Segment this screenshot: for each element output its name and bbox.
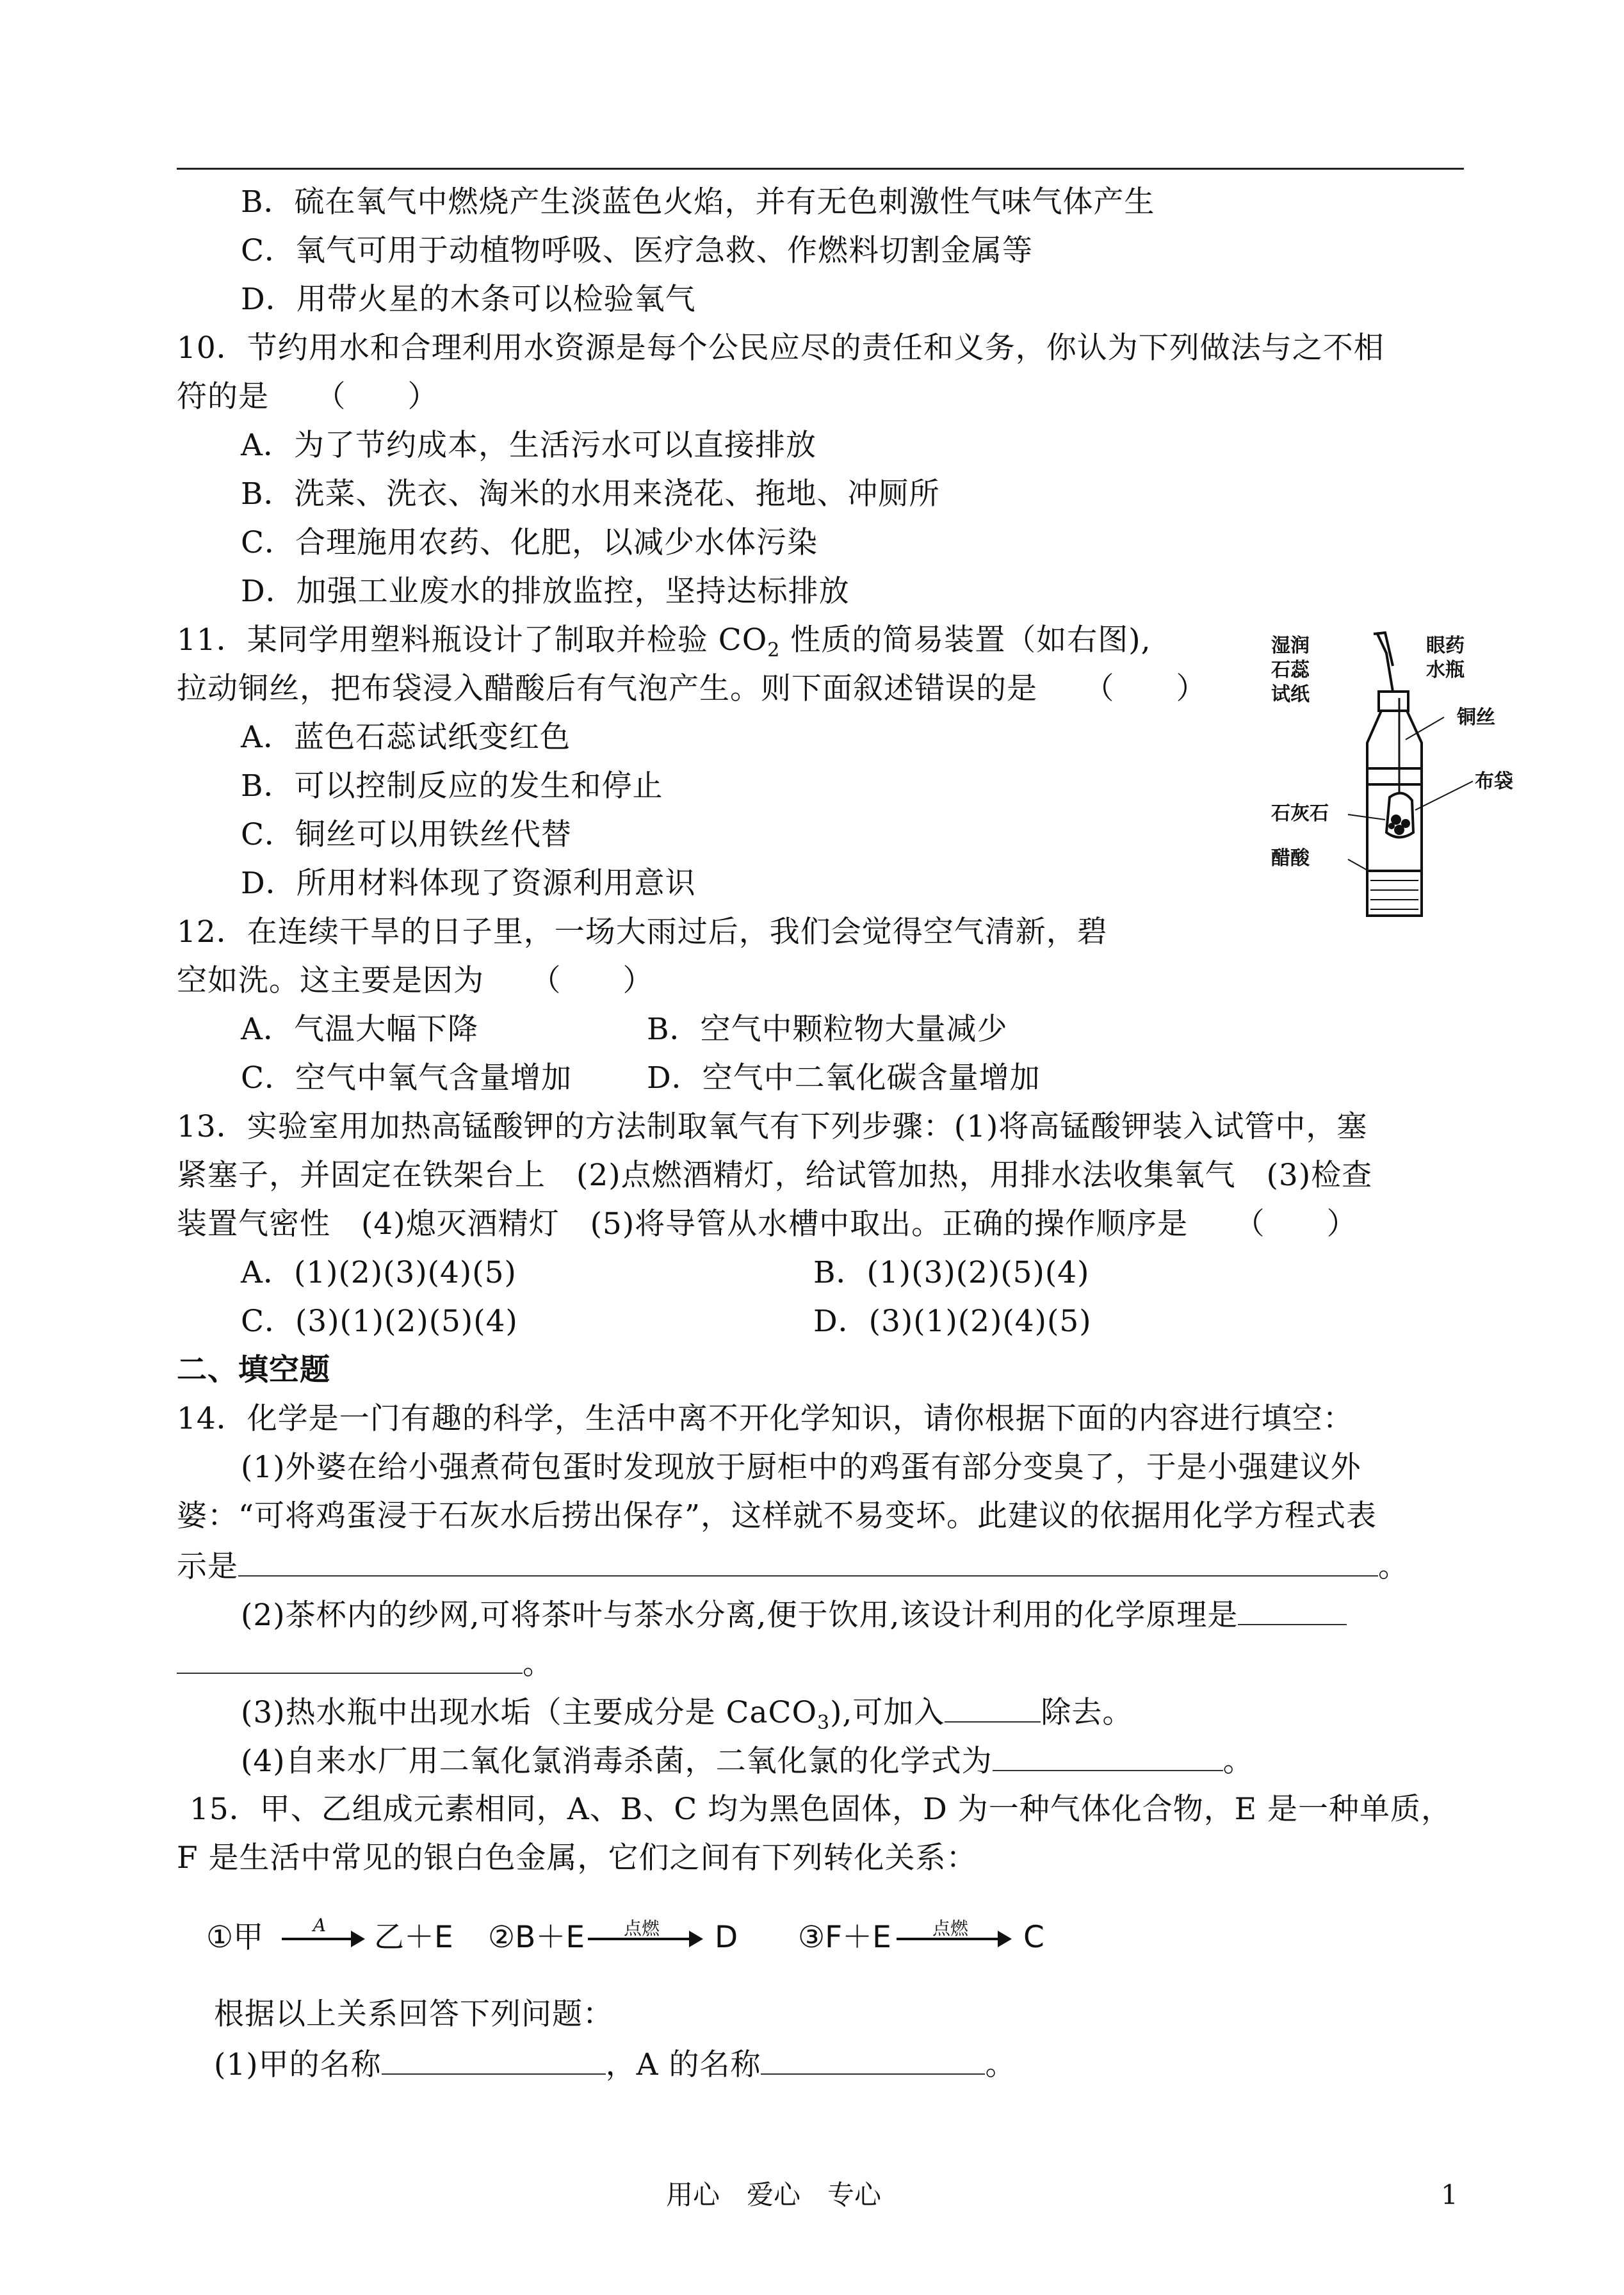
q14-part1-line1: (1)外婆在给小强煮荷包蛋时发现放于厨柜中的鸡蛋有部分变臭了，于是小强建议外 — [241, 1450, 1361, 1485]
test-paper-strip — [1377, 633, 1393, 692]
reaction3-condition: 点燃 — [932, 1918, 968, 1939]
answer-blank[interactable] — [761, 2044, 985, 2075]
answer-blank[interactable] — [382, 2044, 606, 2075]
q9-option-c: C．氧气可用于动植物呼吸、医疗急救、作燃料切割金属等 — [241, 233, 1033, 268]
answer-blank[interactable] — [238, 1546, 1378, 1577]
reaction2-condition: 点燃 — [623, 1918, 660, 1939]
q15-line2: F 是生活中常见的银白色金属，它们之间有下列转化关系： — [177, 1840, 977, 1876]
q15-sub1: (1)甲的名称 ，A 的名称 。 — [214, 2044, 1016, 2084]
q13-line1: 13．实验室用加热高锰酸钾的方法制取氧气有下列步骤：(1)将高锰酸钾装入试管中，塞 — [177, 1109, 1368, 1144]
reaction3-arrow — [897, 1918, 1012, 1957]
q10-stem-line1: 10．节约用水和合理利用水资源是每个公民应尽的责任和义务，你认为下列做法与之不相 — [177, 330, 1384, 366]
q13-option-c: C．(3)(1)(2)(5)(4) — [241, 1304, 518, 1339]
q11-option-d: D．所用材料体现了资源利用意识 — [241, 866, 696, 901]
q11-option-b: B．可以控制反应的发生和停止 — [241, 768, 663, 804]
answer-blank[interactable] — [177, 1643, 523, 1674]
q15-line1: 15．甲、乙组成元素相同，A、B、C 均为黑色固体，D 为一种气体化合物，E 是一种单质， — [190, 1792, 1452, 1827]
q12-stem-line1: 12．在连续干旱的日子里，一场大雨过后，我们会觉得空气清新，碧 — [177, 914, 1108, 950]
section2-title: 二、填空题 — [177, 1352, 330, 1388]
answer-blank[interactable] — [993, 1740, 1223, 1771]
q9-option-b: B．硫在氧气中燃烧产生淡蓝色火焰，并有无色刺激性气味气体产生 — [241, 184, 1155, 220]
q10-stem-line2: 符的是 （ ） — [177, 379, 439, 414]
label-paper-2: 石蕊 — [1271, 659, 1310, 681]
answer-blank[interactable] — [1238, 1594, 1347, 1625]
reaction1-left: ①甲 — [206, 1920, 264, 1955]
reaction1-arrow — [282, 1915, 365, 1957]
answer-blank[interactable] — [945, 1692, 1041, 1723]
q14-part1-line3: 示是 。 — [177, 1546, 1409, 1586]
label-bag: 布袋 — [1475, 770, 1513, 793]
q12-option-c: C．空气中氧气含量增加 — [241, 1060, 572, 1096]
label-acid: 醋酸 — [1271, 847, 1310, 870]
label-paper-1: 湿润 — [1271, 635, 1310, 657]
q14-part1-line2: 婆：“可将鸡蛋浸于石灰水后捞出保存”，这样就不易变坏。此建议的依据用化学方程式表 — [177, 1498, 1377, 1534]
reaction2-arrow — [588, 1918, 703, 1957]
reaction2-right: D — [715, 1920, 738, 1955]
q13-line2: 紧塞子，并固定在铁架台上 (2)点燃酒精灯，给试管加热，用排水法收集氧气 (3)检查 — [177, 1158, 1373, 1193]
q15-answer-prompt: 根据以上关系回答下列问题： — [214, 1997, 613, 2032]
q11-option-c: C．铜丝可以用铁丝代替 — [241, 817, 572, 852]
q11-option-a: A．蓝色石蕊试纸变红色 — [241, 720, 571, 755]
q10-option-b: B．洗菜、洗衣、淘米的水用来浇花、拖地、冲厕所 — [241, 476, 940, 512]
q12-option-b: B．空气中颗粒物大量减少 — [647, 1012, 1008, 1047]
q10-option-d: D．加强工业废水的排放监控，坚持达标排放 — [241, 574, 850, 609]
page-number: 1 — [1441, 2179, 1458, 2210]
q9-option-d: D．用带火星的木条可以检验氧气 — [241, 282, 696, 317]
figure-labels — [1271, 635, 1513, 870]
label-paper-3: 试纸 — [1271, 683, 1310, 706]
footer-motto: 用心 爱心 专心 — [666, 2179, 882, 2210]
acid-hatching — [1370, 880, 1418, 909]
q11-stem-line1: 11．某同学用塑料瓶设计了制取并检验 $CO_2$ 性质的简易装置（如右图), — [177, 622, 1151, 661]
co2-apparatus-figure — [1271, 628, 1566, 935]
q10-option-a: A．为了节约成本，生活污水可以直接排放 — [241, 428, 816, 463]
q12-stem-line2: 空如洗。这主要是因为 （ ） — [177, 963, 654, 998]
reaction3-left: ③F＋E — [798, 1920, 891, 1955]
q13-line3: 装置气密性 (4)熄灭酒精灯 (5)将导管从水槽中取出。正确的操作顺序是 （ ） — [177, 1206, 1358, 1242]
q14-part2-line1: (2)茶杯内的纱网,可将茶叶与茶水分离,便于饮用,该设计利用的化学原理是 — [241, 1594, 1347, 1635]
q12-option-d: D．空气中二氧化碳含量增加 — [647, 1060, 1041, 1096]
label-limestone: 石灰石 — [1271, 802, 1329, 825]
q14-stem: 14．化学是一门有趣的科学，生活中离不开化学知识，请你根据下面的内容进行填空： — [177, 1401, 1354, 1436]
q14-part4: (4)自来水厂用二氧化氯消毒杀菌，二氧化氯的化学式为 。 — [241, 1740, 1254, 1781]
q13-option-d: D．(3)(1)(2)(4)(5) — [813, 1304, 1092, 1339]
header-rule — [177, 168, 1464, 170]
q12-option-a: A．气温大幅下降 — [241, 1012, 478, 1047]
q14-part2-line2: 。 — [177, 1643, 553, 1683]
label-wire: 铜丝 — [1457, 706, 1495, 729]
q11-stem-line2: 拉动铜丝，把布袋浸入醋酸后有气泡产生。则下面叙述错误的是 （ ） — [177, 671, 1207, 706]
reaction1-right: 乙＋E — [374, 1920, 453, 1955]
limestone-pieces — [1388, 815, 1410, 835]
q10-option-c: C．合理施用农药、化肥，以减少水体污染 — [241, 525, 818, 560]
label-bottle-1: 眼药 — [1426, 635, 1465, 657]
reaction1-condition: A — [313, 1915, 327, 1936]
q13-option-a: A．(1)(2)(3)(4)(5) — [241, 1255, 517, 1290]
bottle-cap-shape — [1379, 692, 1408, 711]
q13-option-b: B．(1)(3)(2)(5)(4) — [813, 1255, 1090, 1290]
label-bottle-2: 水瓶 — [1426, 659, 1465, 681]
reaction2-left: ②B＋E — [488, 1920, 585, 1955]
q14-part3: (3)热水瓶中出现水垢（主要成分是 CaCO$_3$),可加入 除去。 — [241, 1692, 1133, 1742]
reaction3-right: C — [1023, 1920, 1044, 1955]
